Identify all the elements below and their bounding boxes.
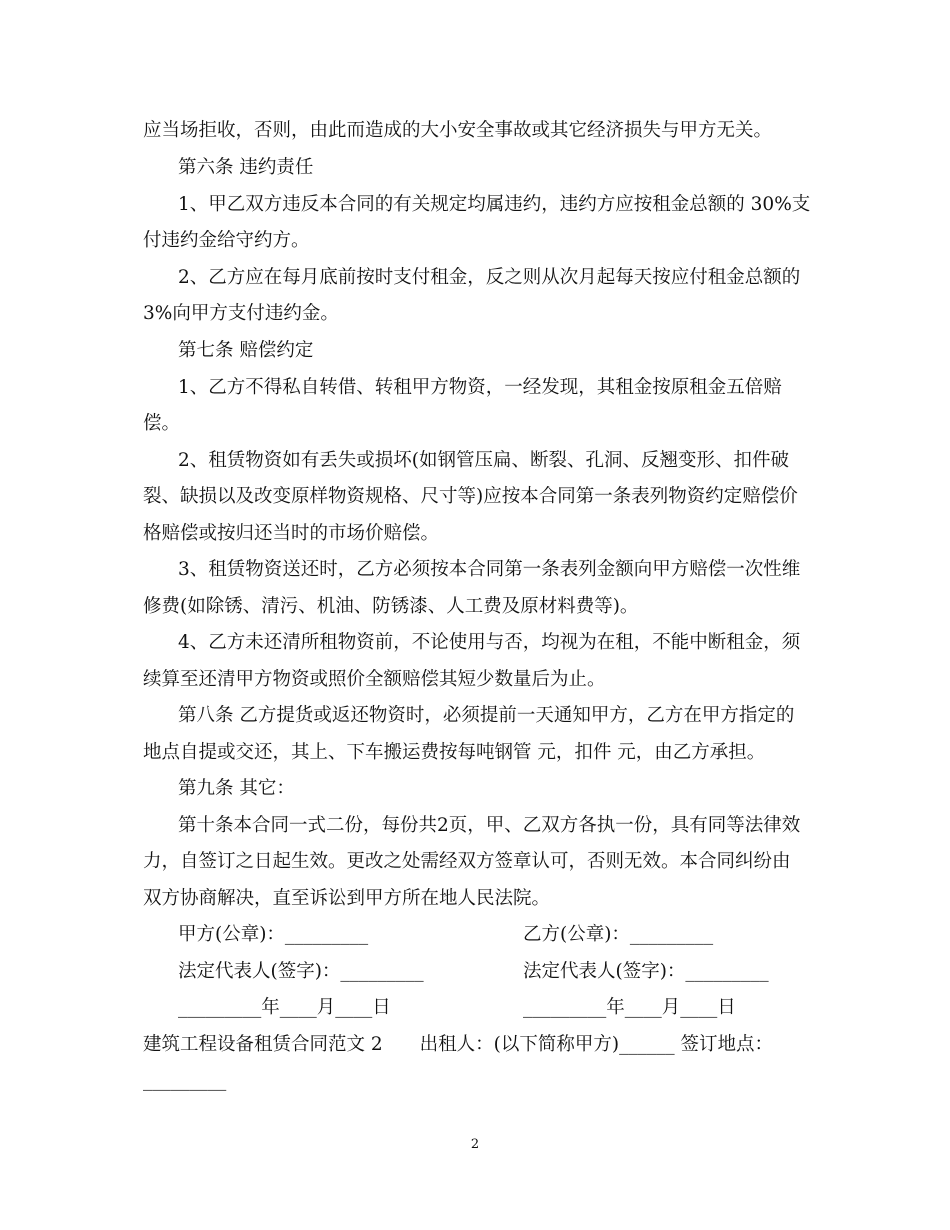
paragraph-line: 4、乙方未还清所租物资前，不论使用与否，均视为在租，不能中断租金，须 [178, 632, 801, 653]
paragraph-line: 应当场拒收，否则，由此而造成的大小安全事故或其它经济损失与甲方无关。 [143, 120, 773, 141]
paragraph-line: 第十条本合同一式二份，每份共2页，甲、乙双方各执一份，具有同等法律效 [178, 815, 801, 836]
paragraph-line: 3%向甲方支付违约金。 [143, 303, 339, 324]
paragraph-line: 修费(如除锈、清污、机油、防锈漆、人工费及原材料费等)。 [143, 596, 639, 617]
section-heading: 第六条 违约责任 [178, 157, 314, 178]
paragraph-line: 1、甲乙双方违反本合同的有关规定均属违约，违约方应按租金总额的 30%支 [178, 194, 811, 215]
party-b-date: _________年____月____日 [523, 997, 736, 1018]
paragraph-line: 力，自签订之日起生效。更改之处需经双方签章认可，否则无效。本合同纠纷由 [143, 851, 791, 872]
paragraph-line: 双方协商解决，直至诉讼到甲方所在地人民法院。 [143, 888, 551, 909]
paragraph-line: 地点自提或交还，其上、下车搬运费按每吨钢管 元，扣件 元，由乙方承担。 [143, 742, 766, 763]
party-b-seal: 乙方(公章)：_________ [523, 924, 714, 945]
section-heading: 第七条 赔偿约定 [178, 340, 314, 361]
party-a-representative: 法定代表人(签字)：_________ [178, 961, 424, 982]
paragraph-line: 付违约金给守约方。 [143, 230, 310, 251]
paragraph-line: 2、租赁物资如有丢失或损坏(如钢管压扁、断裂、孔洞、反翘变形、扣件破 [178, 450, 789, 471]
paragraph-line: 裂、缺损以及改变原样物资规格、尺寸等)应按本合同第一条表列物资约定赔偿价 [143, 486, 798, 507]
party-a-date: _________年____月____日 [178, 997, 391, 1018]
paragraph-line: 第八条 乙方提货或返还物资时，必须提前一天通知甲方，乙方在甲方指定的 [178, 705, 795, 726]
party-a-seal: 甲方(公章)：_________ [178, 924, 369, 945]
party-b-representative: 法定代表人(签字)：_________ [523, 961, 769, 982]
page-number: 2 [470, 1137, 480, 1152]
paragraph-line: 偿。 [143, 413, 181, 434]
paragraph-line: 1、乙方不得私自转借、转租甲方物资，一经发现，其租金按原租金五倍赔 [178, 377, 782, 398]
paragraph-line: 3、租赁物资送还时，乙方必须按本合同第一条表列金额向甲方赔偿一次性维 [178, 559, 801, 580]
paragraph-line: 续算至还清甲方物资或照价全额赔偿其短少数量后为止。 [143, 669, 606, 690]
next-contract-title: 建筑工程设备租赁合同范文 2 出租人：(以下简称甲方)______ 签订地点： [143, 1034, 773, 1055]
paragraph-line: 2、乙方应在每月底前按时支付租金，反之则从次月起每天按应付租金总额的 [178, 267, 801, 288]
blank-line: _________ [143, 1070, 227, 1091]
paragraph-line: 格赔偿或按归还当时的市场价赔偿。 [143, 523, 440, 544]
section-heading: 第九条 其它： [178, 778, 295, 799]
